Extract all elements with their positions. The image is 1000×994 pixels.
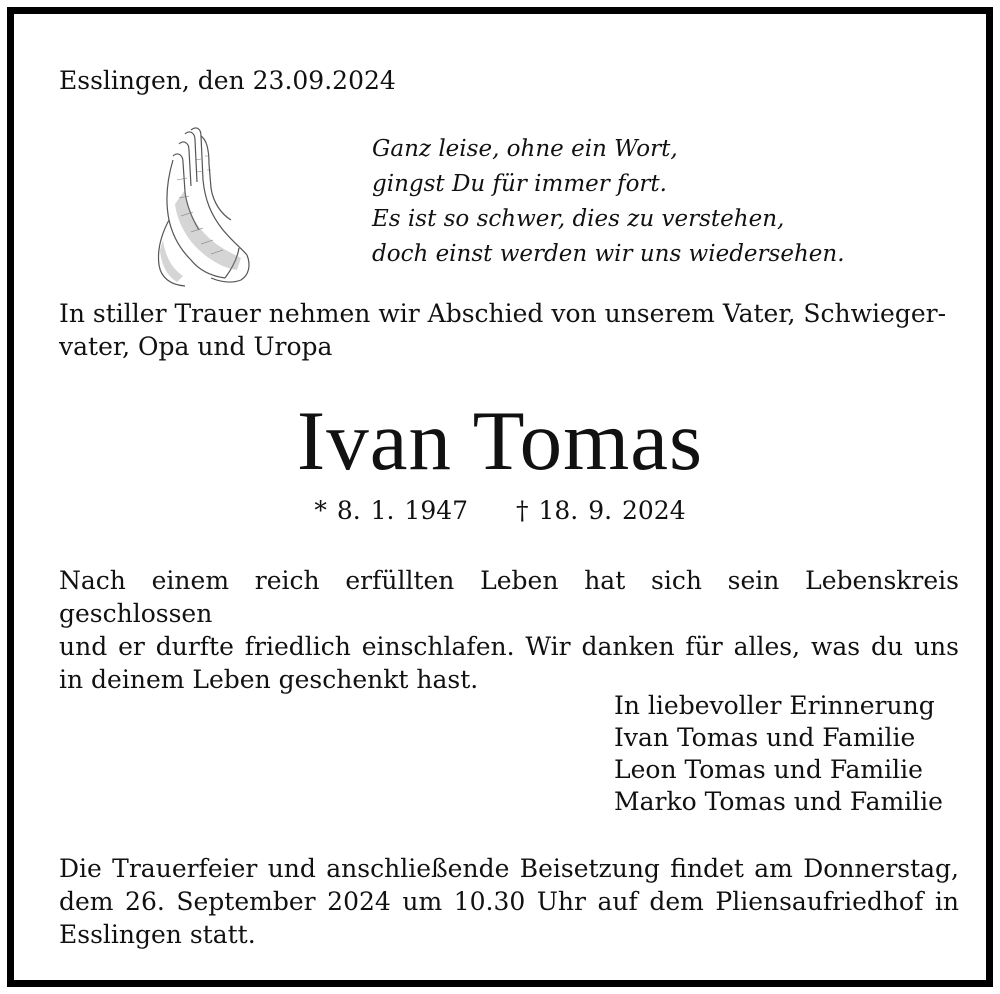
mourner-line: Marko Tomas und Familie	[614, 787, 943, 816]
verse-line: gingst Du für immer fort.	[372, 171, 667, 197]
birth-date: * 8. 1. 1947	[314, 496, 469, 525]
intro-line: vater, Opa und Uropa	[59, 332, 333, 361]
mourner-line: Ivan Tomas und Familie	[614, 723, 916, 752]
praying-hands-icon	[151, 120, 261, 290]
verse-line: Es ist so schwer, dies zu verstehen,	[372, 206, 785, 232]
place-date: Esslingen, den 23.09.2024	[59, 66, 396, 95]
mourner-line: In liebevoller Erinnerung	[614, 691, 935, 720]
obituary-notice	[7, 7, 993, 987]
life-dates	[14, 496, 986, 525]
message-paragraph	[59, 564, 959, 696]
funeral-line: dem 26. September 2024 um 10.30 Uhr auf dem Pliensaufriedhof in	[59, 887, 959, 916]
message-line: und er durfte friedlich einschlafen. Wir danken für alles, was du uns	[59, 632, 959, 661]
intro-text	[59, 297, 959, 363]
mourner-line: Leon Tomas und Familie	[614, 755, 923, 784]
intro-line: In stiller Trauer nehmen wir Abschied von unserem Vater, Schwieger-	[59, 299, 947, 328]
funeral-info	[59, 852, 959, 951]
poem-verse	[372, 132, 845, 272]
message-line: in deinem Leben geschenkt hast.	[59, 665, 479, 694]
funeral-line: Die Trauerfeier und anschließende Beisetzung findet am Donnerstag,	[59, 854, 959, 883]
death-date: † 18. 9. 2024	[516, 496, 686, 525]
mourners-list	[614, 690, 943, 818]
message-line: Nach einem reich erfüllten Leben hat sich sein Lebenskreis geschlossen	[59, 566, 959, 628]
verse-line: Ganz leise, ohne ein Wort,	[372, 136, 678, 162]
verse-line: doch einst werden wir uns wiedersehen.	[372, 241, 845, 267]
funeral-line: Esslingen statt.	[59, 920, 256, 949]
deceased-name: Ivan Tomas	[296, 394, 704, 488]
